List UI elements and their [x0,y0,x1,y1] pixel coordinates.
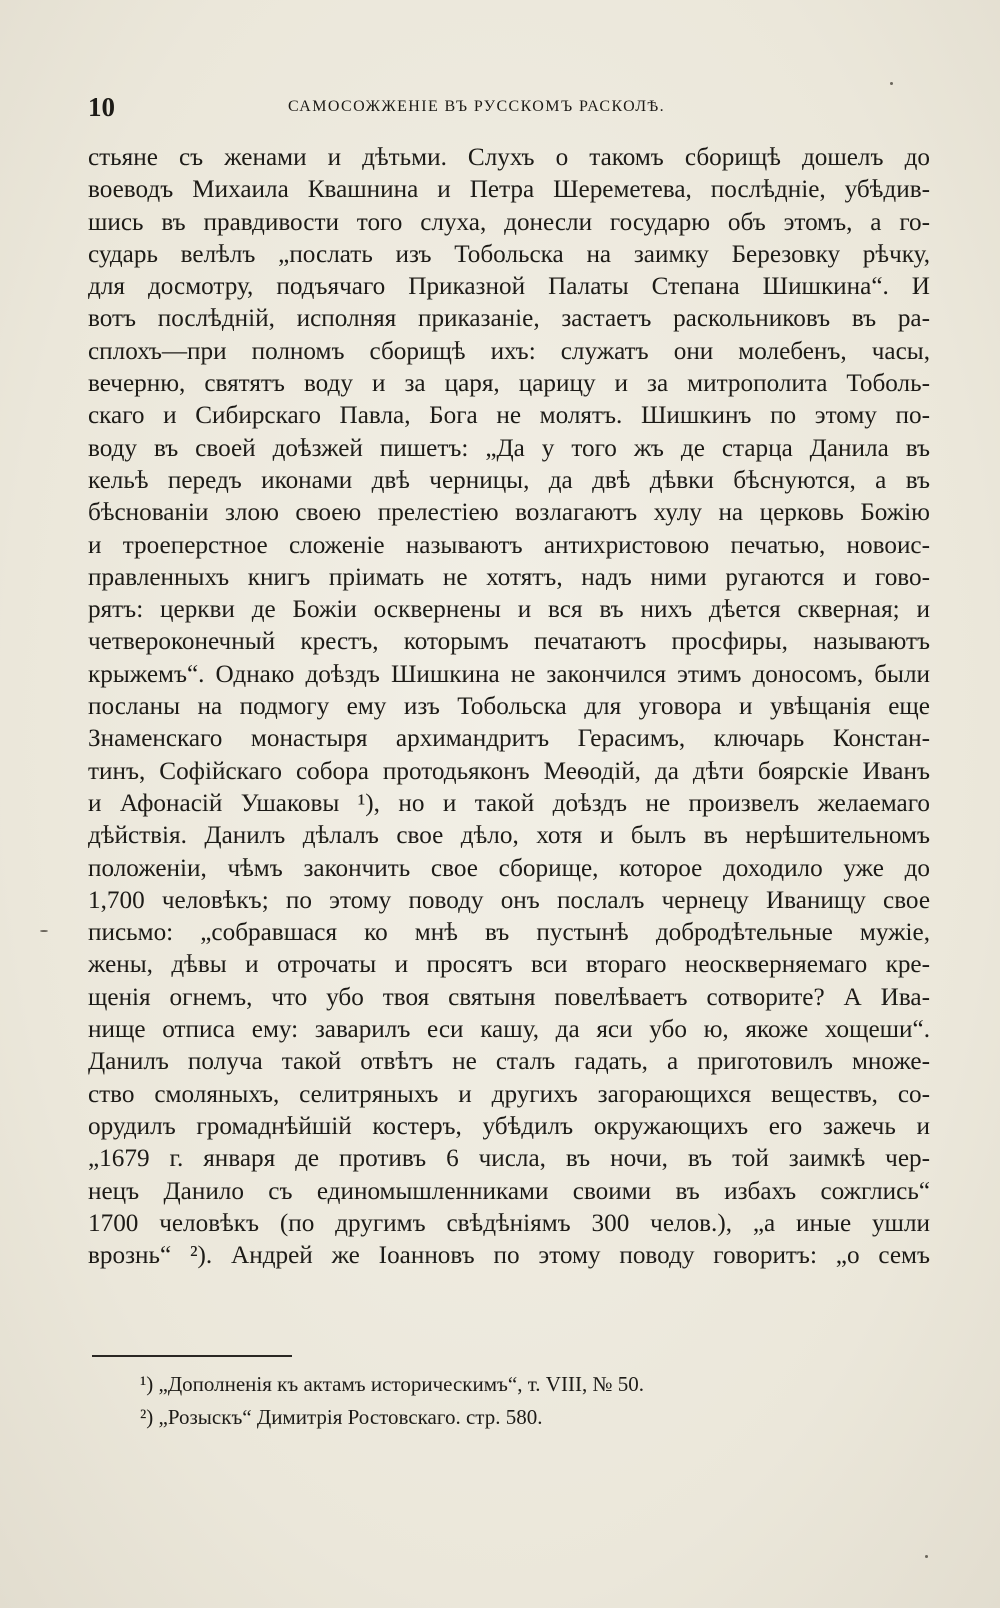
footnote: ¹) „Дополненія къ актамъ историческимъ“, т. VIII, № 50. [140,1372,644,1396]
text-line: Знаменскаго монастыря архимандритъ Герасимъ, ключарь Констан- [88,725,930,753]
page-number: 10 [88,92,115,122]
text-line: крыжемъ“. Однако доѣздъ Шишкина не закончился этимъ доносомъ, были [88,660,930,688]
paper-speck [40,930,48,932]
text-line: нецъ Данило съ единомышленниками своими въ избахъ сожглись“ [88,1177,930,1205]
text-line: воду въ своей доѣзжей пишетъ: „Да у того жъ де старца Данила въ [88,434,930,462]
text-line: ство смоляныхъ, селитряныхъ и другихъ загорающихся веществъ, со- [88,1080,930,1108]
text-line: бѣснованіи злою своею прелестіею возлагаютъ хулу на церковь Божію [88,499,930,527]
text-line: письмо: „собравшася ко мнѣ въ пустынѣ добродѣтельные мужіе, [88,919,930,947]
text-line: правленныхъ книгъ пріимать не хотятъ, надъ ними ругаются и гово- [88,563,930,591]
text-line: врознь“ ²). Андрей же Іоанновъ по этому поводу говоритъ: „о семъ [88,1242,930,1270]
text-line: положеніи, чѣмъ закончить свое сборище, которое доходило уже до [88,854,930,882]
text-line: „1679 г. января де противъ 6 числа, въ ночи, въ той заимкѣ чер- [88,1145,930,1173]
text-line: рятъ: церкви де Божіи осквернены и вся въ нихъ дѣется скверная; и [88,596,930,624]
text-line: вечерню, святятъ воду и за царя, царицу и за митрополита Тоболь- [88,370,930,398]
text-line: кельѣ передъ иконами двѣ черницы, да двѣ дѣвки бѣснуются, а въ [88,466,930,494]
text-line: посланы на подмогу ему изъ Тобольска для уговора и увѣщанія еще [88,693,930,721]
paper-speck [890,82,893,85]
text-line: орудилъ громаднѣйшій костеръ, убѣдилъ окружающихъ его зажечь и [88,1112,930,1140]
footnote-divider [92,1355,292,1357]
text-line: 1700 человѣкъ (по другимъ свѣдѣніямъ 300 челов.), „а иные ушли [88,1209,930,1237]
running-title: САМОСОЖЖЕНІЕ ВЪ РУССКОМЪ РАСКОЛѢ. [288,98,666,115]
text-line: тинъ, Софійскаго собора протодьяконъ Меѳодій, да дѣти боярскіе Иванъ [88,757,930,785]
page-header [88,92,928,126]
paper-speck [925,1555,928,1558]
text-line: нище отписа ему: заварилъ еси кашу, да яси убо ю, якоже хощеши“. [88,1016,930,1044]
body-text [88,142,930,1272]
text-line: Данилъ получа такой отвѣтъ не сталъ гадать, а приготовилъ множе- [88,1048,930,1076]
text-line: и троеперстное сложеніе называютъ антихристовою печатью, новоис- [88,531,930,559]
text-line: сплохъ—при полномъ сборищѣ ихъ: служатъ они молебенъ, часы, [88,337,930,365]
text-line: дѣйствія. Данилъ дѣлалъ свое дѣло, хотя и былъ въ нерѣшительномъ [88,822,930,850]
text-line: жены, дѣвы и отрочаты и просятъ вси втораго неоскверняемаго кре- [88,951,930,979]
footnote: ²) „Розыскъ“ Димитрія Ростовскаго. стр. 580. [140,1405,543,1429]
text-line: для досмотру, подъячаго Приказной Палаты Степана Шишкина“. И [88,273,930,301]
text-line: воеводъ Михаила Квашнина и Петра Шереметева, послѣдніе, убѣдив- [88,176,930,204]
text-line: и Афонасій Ушаковы ¹), но и такой доѣздъ не произвелъ желаемаго [88,789,930,817]
text-line: скаго и Сибирскаго Павла, Бога не молятъ. Шишкинъ по этому по- [88,402,930,430]
text-line: четвероконечный крестъ, которымъ печатаютъ просфиры, называютъ [88,628,930,656]
text-line: 1,700 человѣкъ; по этому поводу онъ послалъ чернецу Иванищу свое [88,886,930,914]
text-line: стьяне съ женами и дѣтьми. Слухъ о такомъ сборищѣ дошелъ до [88,144,930,171]
text-line: вотъ послѣдній, исполняя приказаніе, застаетъ раскольниковъ въ ра- [88,305,930,333]
footnotes [140,1368,860,1434]
text-line: шись въ правдивости того слуха, донесли государю объ этомъ, а го- [88,208,930,236]
text-line: щенія огнемъ, что убо твоя святыня повелѣваетъ сотворите? А Ива- [88,983,930,1011]
text-line: сударь велѣлъ „послать изъ Тобольска на заимку Березовку рѣчку, [88,240,930,268]
